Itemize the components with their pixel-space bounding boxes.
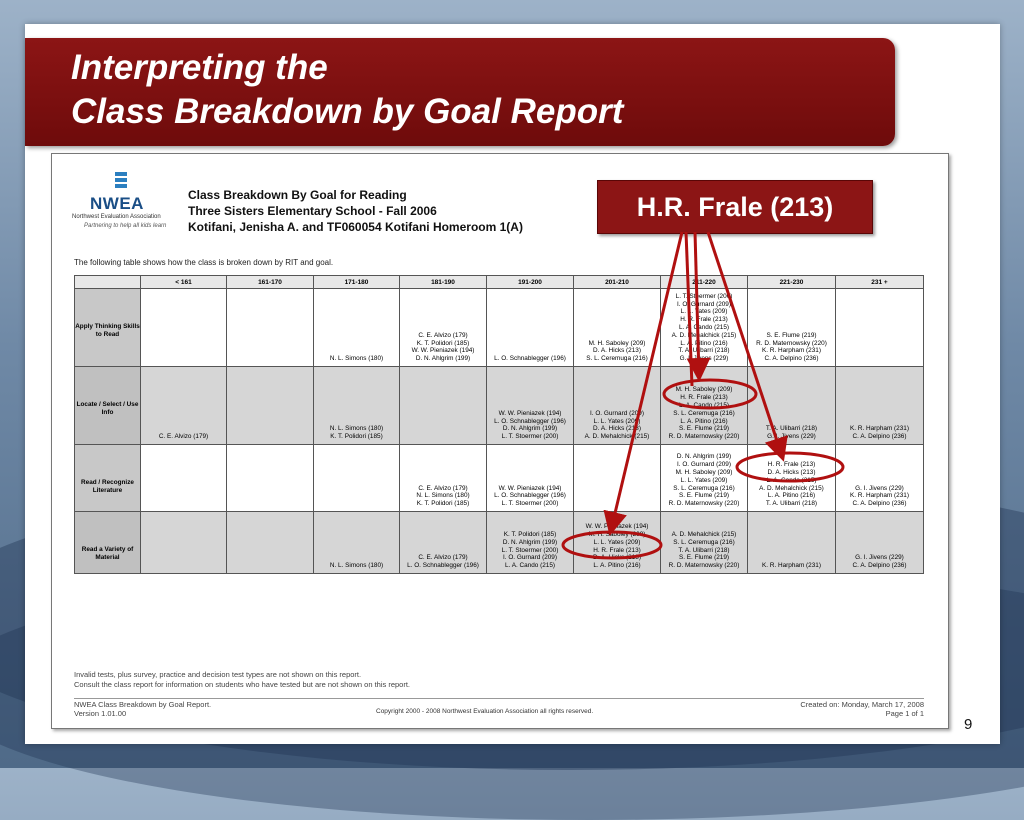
column-header: 191-200	[487, 276, 574, 289]
column-header: 201-210	[574, 276, 661, 289]
nwea-logo	[72, 172, 172, 232]
student-entry: A. D. Mehalchick (215)	[584, 433, 650, 441]
report-footnotes	[74, 670, 410, 690]
student-entry: L. T. Stoermer (200)	[675, 292, 733, 300]
student-entry: T. A. Ulibarri (218)	[765, 425, 818, 433]
student-entry: C. A. Delpino (236)	[764, 355, 819, 363]
title-band	[25, 38, 895, 146]
student-entry: K. T. Polidori (185)	[416, 339, 470, 347]
slide-title-line-2: Class Breakdown by Goal Report	[71, 92, 624, 131]
student-entry: G. I. Jivens (229)	[767, 433, 816, 441]
student-entry: M. H. Saboley (209)	[675, 386, 733, 394]
student-entry: L. A. Cando (215)	[678, 402, 730, 410]
goal-cell: Locate / Select / Use Info	[75, 367, 141, 445]
report-header	[188, 187, 523, 235]
student-entry: T. A. Ulibarri (218)	[678, 347, 730, 355]
student-entry: L. L. Yates (209)	[680, 476, 728, 484]
logo-subtitle: Northwest Evaluation Association	[72, 214, 161, 220]
student-entry: G. I. Jivens (229)	[855, 484, 904, 492]
table-row	[75, 512, 924, 574]
student-entry: K. R. Harpham (231)	[762, 562, 821, 570]
table-cell	[574, 367, 661, 445]
student-entry: L. A. Cando (215)	[504, 562, 556, 570]
column-header: 211-220	[661, 276, 748, 289]
student-entry: L. L. Yates (209)	[593, 417, 641, 425]
student-entry: L. A. Pitino (216)	[680, 339, 728, 347]
table-header-row	[75, 276, 924, 289]
table-row	[75, 367, 924, 445]
student-entry: D. A. Hicks (213)	[593, 425, 641, 433]
student-entry: C. E. Alvizo (179)	[158, 433, 209, 441]
student-entry: S. E. Flume (219)	[678, 425, 730, 433]
footnote-1: Invalid tests, plus survey, practice and decision test types are not shown on this report.	[74, 670, 362, 679]
student-entry: M. H. Saboley (209)	[675, 469, 733, 477]
student-entry: T. A. Ulibarri (218)	[678, 546, 730, 554]
goal-cell: Read / Recognize Literature	[75, 445, 141, 512]
table-cell	[227, 445, 314, 512]
student-entry: S. E. Flume (219)	[678, 492, 730, 500]
student-entry: R. D. Maternowsky (220)	[668, 562, 740, 570]
student-entry: K. T. Polidori (185)	[330, 433, 383, 441]
student-entry: L. A. Pitino (216)	[680, 417, 728, 425]
student-entry: D. A. Hicks (213)	[593, 554, 641, 562]
student-entry: M. H. Saboley (209)	[588, 531, 646, 539]
student-entry: C. A. Delpino (236)	[852, 500, 907, 508]
student-entry: L. L. Yates (209)	[593, 538, 641, 546]
footer-page: Page 1 of 1	[885, 709, 924, 718]
student-entry: H. R. Frale (213)	[767, 461, 816, 469]
student-entry: N. L. Simons (180)	[329, 562, 384, 570]
student-entry: A. D. Mehalchick (215)	[671, 331, 737, 339]
student-entry: G. I. Jivens (229)	[855, 554, 904, 562]
student-entry: W. W. Pieniazek (194)	[498, 409, 562, 417]
column-header: 161-170	[227, 276, 314, 289]
student-entry: G. I. Jivens (229)	[679, 355, 729, 363]
report-teacher: Kotifani, Jenisha A. and TF060054 Kotifani Homeroom 1(A)	[188, 220, 523, 234]
table-cell	[400, 367, 487, 445]
logo-tagline: Partnering to help all kids learn	[84, 223, 167, 229]
table-cell	[227, 512, 314, 574]
student-entry: L. O. Schnablegger (196)	[494, 492, 566, 500]
student-entry: D. A. Hicks (213)	[593, 347, 641, 355]
student-entry: M. H. Saboley (209)	[588, 339, 646, 347]
report-intro: The following table shows how the class is broken down by RIT and goal.	[74, 258, 334, 267]
table-cell	[836, 367, 924, 445]
table-cell	[661, 289, 748, 367]
student-entry: L. O. Schnablegger (196)	[407, 562, 479, 570]
student-entry: R. D. Maternowsky (220)	[668, 433, 740, 441]
table-cell	[836, 445, 924, 512]
student-entry: C. E. Alvizo (179)	[418, 484, 468, 492]
student-entry: K. R. Harpham (231)	[850, 425, 909, 433]
goal-cell: Read a Variety of Material	[75, 512, 141, 574]
footer-divider	[74, 698, 924, 699]
student-callout: H.R. Frale (213)	[597, 180, 873, 234]
student-entry: N. L. Simons (180)	[329, 355, 384, 363]
logo-text: NWEA	[90, 194, 144, 213]
student-entry: H. R. Frale (213)	[680, 316, 728, 324]
student-entry: D. N. Ahlgrim (199)	[502, 425, 558, 433]
goal-cell: Apply Thinking Skills to Read	[75, 289, 141, 367]
student-entry: C. E. Alvizo (179)	[418, 331, 468, 339]
student-entry: S. E. Flume (219)	[766, 331, 817, 339]
table-cell	[314, 512, 400, 574]
student-entry: K. T. Polidori (185)	[416, 500, 470, 508]
student-entry: L. A. Pitino (216)	[593, 562, 641, 570]
student-entry: L. T. Stoermer (200)	[501, 500, 559, 508]
table-cell	[661, 512, 748, 574]
table-cell	[141, 445, 227, 512]
table-cell	[141, 289, 227, 367]
footer-copyright: Copyright 2000 - 2008 Northwest Evaluation Association all rights reserved.	[376, 708, 594, 715]
student-entry: C. A. Delpino (236)	[852, 433, 907, 441]
student-entry: T. A. Ulibarri (218)	[765, 500, 818, 508]
table-body	[75, 289, 924, 574]
student-entry: H. R. Frale (213)	[680, 394, 728, 402]
student-entry: I. O. Gurnard (209)	[677, 300, 731, 308]
student-entry: S. E. Flume (219)	[678, 554, 730, 562]
table-cell	[141, 512, 227, 574]
table-cell	[748, 367, 836, 445]
table-cell	[574, 512, 661, 574]
student-entry: W. W. Pieniazek (194)	[498, 484, 562, 492]
table-row	[75, 445, 924, 512]
table-cell	[400, 512, 487, 574]
student-entry: R. D. Maternowsky (220)	[756, 339, 827, 347]
student-entry: S. L. Ceremuga (216)	[673, 538, 735, 546]
slide-title-line-1: Interpreting the	[71, 48, 328, 87]
table-cell	[314, 367, 400, 445]
student-entry: N. L. Simons (180)	[329, 425, 384, 433]
student-entry: S. L. Ceremuga (216)	[586, 355, 648, 363]
report-document	[51, 153, 949, 729]
table-cell	[314, 289, 400, 367]
student-entry: K. T. Polidori (185)	[503, 531, 557, 539]
student-entry: L. T. Stoermer (200)	[501, 546, 559, 554]
table-cell	[574, 445, 661, 512]
breakdown-table	[74, 275, 924, 574]
footer-right	[800, 700, 924, 718]
student-entry: D. N. Ahlgrim (199)	[415, 355, 471, 363]
student-entry: D. N. Ahlgrim (199)	[502, 538, 558, 546]
student-entry: R. D. Maternowsky (220)	[668, 500, 740, 508]
table-cell	[487, 289, 574, 367]
table-cell	[836, 289, 924, 367]
student-entry: K. R. Harpham (231)	[850, 492, 909, 500]
student-entry: L. A. Cando (215)	[678, 324, 730, 332]
student-entry: I. O. Gurnard (209)	[590, 409, 644, 417]
column-header: 221-230	[748, 276, 836, 289]
table-cell	[748, 289, 836, 367]
student-entry: H. R. Frale (213)	[593, 546, 641, 554]
table-cell	[487, 512, 574, 574]
table-cell	[487, 445, 574, 512]
student-entry: L. L. Yates (209)	[680, 308, 728, 316]
table-row	[75, 289, 924, 367]
column-header	[75, 276, 141, 289]
student-entry: L. O. Schnablegger (196)	[494, 355, 566, 363]
table-cell	[574, 289, 661, 367]
column-header: 171-180	[314, 276, 400, 289]
table-cell	[748, 445, 836, 512]
table-cell	[400, 289, 487, 367]
student-entry: C. E. Alvizo (179)	[418, 554, 468, 562]
column-header: < 161	[141, 276, 227, 289]
student-entry: W. W. Pieniazek (194)	[411, 347, 475, 355]
footer-created-on: Created on: Monday, March 17, 2008	[800, 700, 924, 709]
student-entry: L. A. Cando (215)	[766, 476, 817, 484]
student-entry: L. O. Schnablegger (196)	[494, 417, 566, 425]
column-header: 181-190	[400, 276, 487, 289]
table-cell	[836, 512, 924, 574]
student-entry: L. A. Pitino (216)	[767, 492, 816, 500]
table-cell	[227, 367, 314, 445]
student-entry: A. D. Mehalchick (215)	[759, 484, 824, 492]
table-cell	[748, 512, 836, 574]
student-entry: A. D. Mehalchick (215)	[671, 531, 737, 539]
report-title: Class Breakdown By Goal for Reading	[188, 188, 407, 202]
footer-version: Version 1.01.00	[74, 709, 127, 718]
nwea-logo-icon	[115, 172, 127, 192]
table-cell	[314, 445, 400, 512]
report-school: Three Sisters Elementary School - Fall 2006	[188, 204, 437, 218]
student-entry: L. T. Stoermer (200)	[501, 433, 559, 441]
table-cell	[400, 445, 487, 512]
student-entry: C. A. Delpino (236)	[852, 562, 907, 570]
table-cell	[227, 289, 314, 367]
footer-report-name: NWEA Class Breakdown by Goal Report.	[74, 700, 212, 709]
slide-title	[71, 46, 623, 134]
student-entry: S. L. Ceremuga (216)	[673, 409, 735, 417]
student-entry: S. L. Ceremuga (216)	[673, 484, 735, 492]
table-cell	[661, 445, 748, 512]
footer-left	[74, 700, 211, 718]
student-entry: I. O. Gurnard (209)	[503, 554, 557, 562]
student-entry: K. R. Harpham (231)	[762, 347, 821, 355]
student-entry: D. A. Hicks (213)	[767, 469, 816, 477]
slide-page-number: 9	[964, 716, 973, 733]
footnote-2: Consult the class report for information on students who have tested but are not shown on this report.	[74, 680, 411, 689]
table-cell	[487, 367, 574, 445]
column-header: 231 +	[836, 276, 924, 289]
table-cell	[141, 367, 227, 445]
student-entry: N. L. Simons (180)	[416, 492, 470, 500]
student-entry: W. W. Pieniazek (194)	[585, 523, 649, 531]
student-entry: D. N. Ahlgrim (199)	[676, 453, 732, 461]
table-cell	[661, 367, 748, 445]
student-entry: I. O. Gurnard (209)	[677, 461, 731, 469]
